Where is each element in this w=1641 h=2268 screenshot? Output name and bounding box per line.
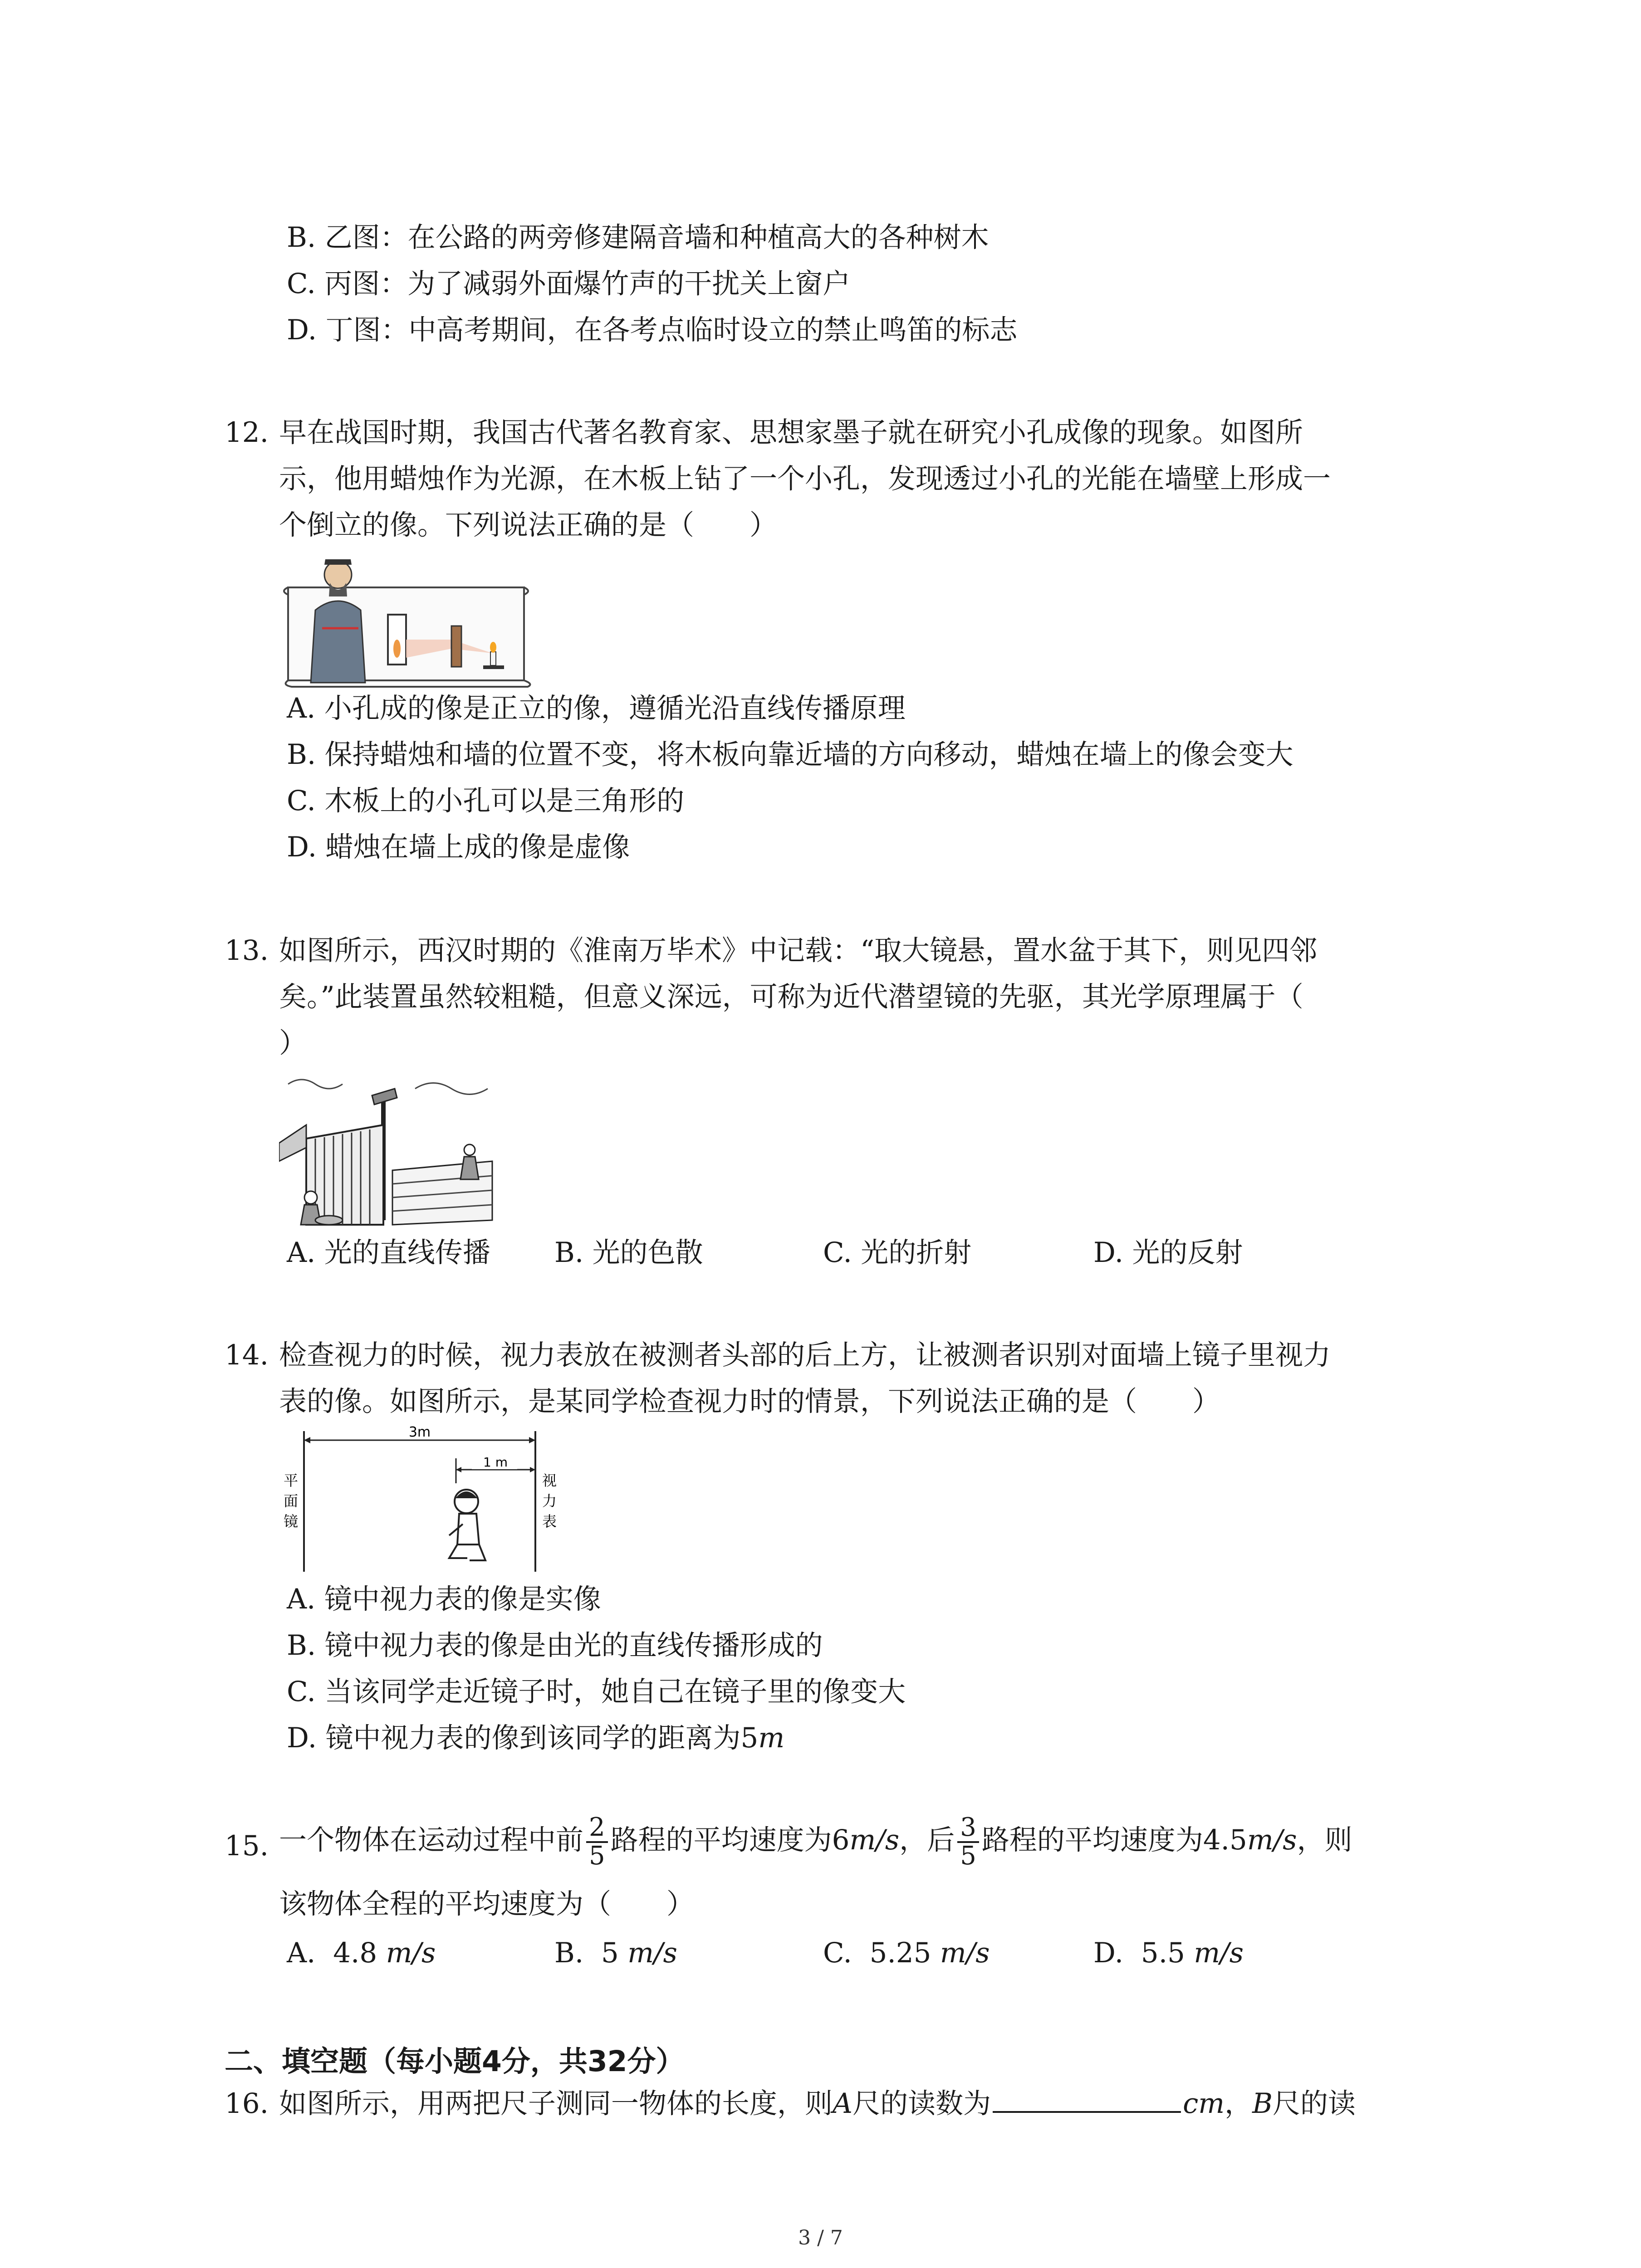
page-number: 3 / 7 — [798, 2226, 843, 2249]
q14-eye-test-figure — [277, 1422, 567, 1576]
q14-stem-line1: 检查视力的时候，视力表放在被测者头部的后上方，让被测者识别对面墙上镜子里视力 — [279, 1339, 1331, 1371]
mirror-label-3: 镜 — [284, 1513, 299, 1530]
chart-label-3: 表 — [542, 1513, 557, 1530]
q15-option-c: C. 5.25 m/s — [823, 1937, 990, 1969]
answer-blank-a[interactable] — [993, 2088, 1181, 2113]
q12-option-b: B. 保持蜡烛和墙的位置不变，将木板向靠近墙的方向移动，蜡烛在墙上的像会变大 — [287, 738, 1293, 771]
q12-option-d: D. 蜡烛在墙上成的像是虚像 — [287, 831, 630, 863]
dimension-3m-label: 3m — [408, 1424, 431, 1440]
q15-number: 15. — [225, 1830, 269, 1862]
fraction-two-fifths: $\frac{2}{5}$ — [586, 1814, 608, 1870]
q16-number: 16. — [225, 2087, 269, 2120]
q12-number: 12. — [225, 416, 269, 449]
mirror-label-1: 平 — [284, 1472, 299, 1489]
q13-number: 13. — [225, 934, 269, 967]
q11-option-d: D. 丁图：中高考期间，在各考点临时设立的禁止鸣笛的标志 — [287, 314, 1018, 346]
q13-stem-line1: 如图所示，西汉时期的《淮南万毕术》中记载：“取大镜悬，置水盆于其下，则见四邻 — [279, 934, 1318, 967]
q12-option-a: A. 小孔成的像是正立的像，遵循光沿直线传播原理 — [287, 692, 906, 724]
chart-label-1: 视 — [542, 1472, 557, 1489]
q12-option-c: C. 木板上的小孔可以是三角形的 — [287, 785, 685, 817]
q15-stem-line2: 该物体全程的平均速度为（ ） — [279, 1888, 695, 1920]
q14-option-a: A. 镜中视力表的像是实像 — [287, 1583, 601, 1615]
q14-option-c: C. 当该同学走近镜子时，她自己在镜子里的像变大 — [287, 1676, 906, 1708]
q13-stem-line2: 矣。”此装置虽然较粗糙，但意义深远，可称为近代潜望镜的先驱，其光学原理属于（ — [279, 981, 1303, 1013]
q15-option-d: D. 5.5 m/s — [1093, 1937, 1244, 1969]
fraction-three-fifths: $\frac{3}{5}$ — [957, 1814, 979, 1870]
q14-stem-line2: 表的像。如图所示，是某同学检查视力时的情景，下列说法正确的是（ ） — [279, 1385, 1220, 1418]
q11-option-b: B. 乙图：在公路的两旁修建隔音墙和种植高大的各种树木 — [287, 221, 989, 254]
q14-option-d: D. 镜中视力表的像到该同学的距离为5m — [287, 1722, 785, 1754]
mirror-label-2: 面 — [284, 1492, 299, 1510]
q13-huainan-periscope-figure — [279, 1070, 497, 1234]
q11-option-c: C. 丙图：为了减弱外面爆竹声的干扰关上窗户 — [287, 268, 851, 300]
q14-option-b: B. 镜中视力表的像是由光的直线传播形成的 — [287, 1629, 823, 1662]
section-title: 二、填空题（每小题4分，共32分） — [225, 2045, 685, 2078]
q16-stem-line1: 如图所示，用两把尺子测同一物体的长度，则A尺的读数为 cm，B尺的读 — [279, 2087, 1356, 2120]
q12-stem-line3: 个倒立的像。下列说法正确的是（ ） — [279, 509, 778, 541]
q13-stem-line3: ） — [279, 1027, 307, 1059]
q13-option-a: A. 光的直线传播 — [287, 1237, 490, 1269]
q14-number: 14. — [225, 1339, 269, 1371]
q13-option-c: C. 光的折射 — [823, 1237, 972, 1269]
q12-stem-line1: 早在战国时期，我国古代著名教育家、思想家墨子就在研究小孔成像的现象。如图所 — [279, 416, 1303, 449]
q15-option-b: B. 5 m/s — [554, 1937, 677, 1969]
dimension-1m-label: 1 m — [483, 1455, 508, 1470]
q13-option-d: D. 光的反射 — [1093, 1237, 1243, 1269]
q13-option-b: B. 光的色散 — [554, 1237, 703, 1269]
q15-option-a: A. 4.8 m/s — [287, 1937, 436, 1969]
q12-stem-line2: 示，他用蜡烛作为光源，在木板上钻了一个小孔，发现透过小孔的光能在墙壁上形成一 — [279, 463, 1331, 495]
q15-stem-line1: 一个物体在运动过程中前 $\frac{2}{5}$ 路程的平均速度为6m/s，后 $\frac{3}{5}$ 路程的平均速度为4.5m/s，则 — [279, 1813, 1352, 1871]
q12-mozi-pinhole-figure — [279, 547, 533, 692]
chart-label-2: 力 — [542, 1492, 557, 1510]
